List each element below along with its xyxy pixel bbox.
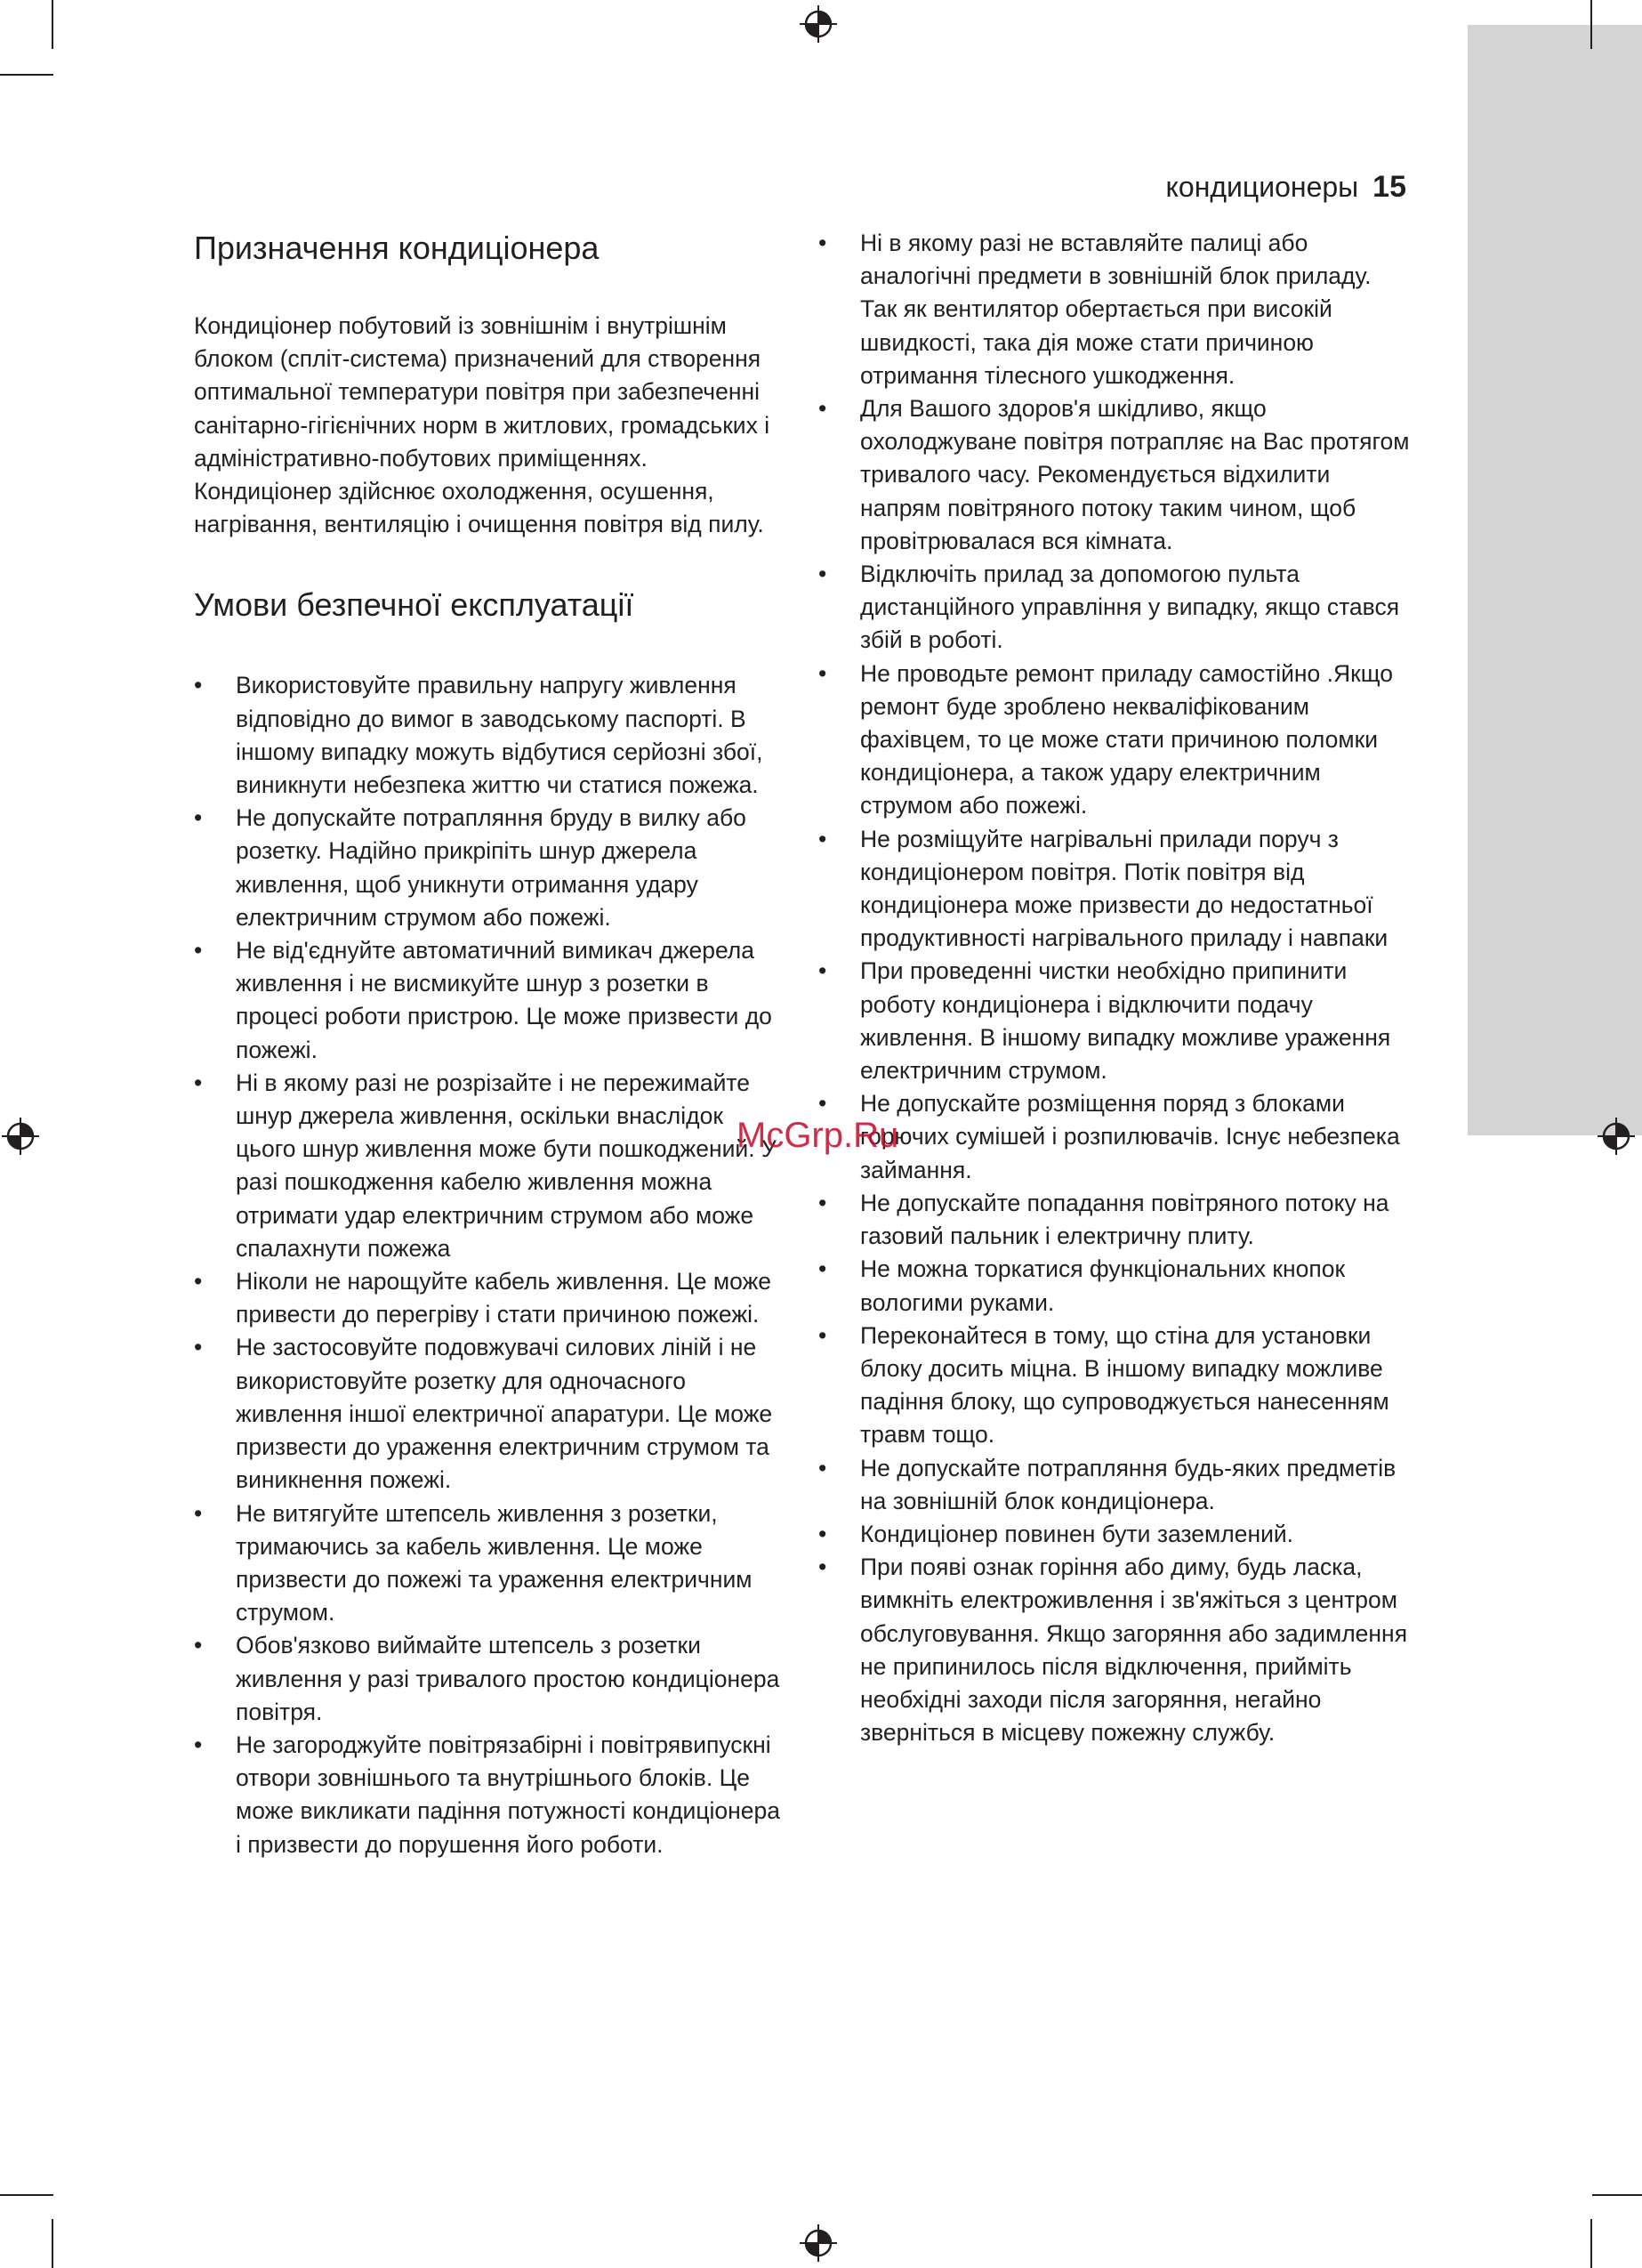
registration-mark-icon	[1598, 1118, 1635, 1155]
side-tab-bar	[1468, 25, 1642, 1135]
list-item: • При появі ознак горіння або диму, будь ласка, вимкніть електроживлення і зв'яжіться з центром обслуговування. Якщо загоряння або задимлення не припинилось після відключення, прийміть необхідні заходи після загоряння, негайно зверніться в місцеву пожежну службу.	[818, 1551, 1410, 1749]
crop-mark	[52, 0, 53, 49]
intro-paragraph: Кондиціонер побутовий із зовнішнім і внутрішнім блоком (спліт-система) призначений для створення оптимальної температури повітря при забезпеченні санітарно-гігієнічних норм в житлових, громадських і адміністративно-побутових приміщеннях. Кондиціонер здійснює охолодження, осушення, нагрівання, вентиляцію і очищення повітря від пилу.	[194, 312, 770, 538]
running-header	[1166, 169, 1406, 205]
list-item: • Ні в якому разі не розрізайте і не пережимайте шнур джерела живлення, оскільки внаслідок цього шнур живлення може бути пошкоджений. У разі пошкодження кабелю живлення можна отримати удар електричним струмом або може спалахнути пожежа	[194, 1067, 781, 1265]
crop-mark	[0, 74, 53, 76]
list-item: • Не допускайте потрапляння бруду в вилку або розетку. Надійно прикріпіть шнур джерела живлення, щоб уникнути отримання удару електричним струмом або пожежі.	[194, 802, 781, 934]
registration-mark-icon	[800, 2224, 837, 2262]
list-item: • Не можна торкатися функціональних кнопок вологими руками.	[818, 1253, 1410, 1319]
list-item: • Не розміщуйте нагрівальні прилади поруч з кондиціонером повітря. Потік повітря від кондиціонера може призвести до недостатньої продуктивності нагрівального приладу і навпаки	[818, 823, 1410, 956]
list-item: • Кондиціонер повинен бути заземлений.	[818, 1518, 1410, 1551]
list-item: • Не загороджуйте повітрязабірні і повітрявипускні отвори зовнішнього та внутрішнього блоків. Це може викликати падіння потужності кондиціонера і призвести до порушення його роботи.	[194, 1729, 781, 1861]
list-item: • Не допускайте потрапляння будь-яких предметів на зовнішній блок кондиціонера.	[818, 1452, 1410, 1518]
registration-mark-icon	[2, 1118, 39, 1155]
list-item: • Не від'єднуйте автоматичний вимикач джерела живлення і не висмикуйте шнур з розетки в процесі роботи пристрою. Це може призвести до пожежі.	[194, 934, 781, 1067]
list-item: • Не допускайте розміщення поряд з блоками горючих сумішей і розпилювачів. Існує небезпека займання.	[818, 1087, 1410, 1187]
list-item: • Використовуйте правильну напругу живлення відповідно до вимог в заводському паспорті. В іншому випадку можуть відбутися серйозні збої, виникнути небезпека життю чи статися пожежа.	[194, 669, 781, 802]
list-item: • Не застосовуйте подовжувачі силових ліній і не використовуйте розетку для одночасного живлення іншої електричної апаратури. Це може призвести до ураження електричним струмом та виникнення пожежі.	[194, 1331, 781, 1497]
crop-mark	[1590, 0, 1592, 49]
list-item: • Ні в якому разі не вставляйте палиці або аналогічні предмети в зовнішній блок приладу. Так як вентилятор обертається при високій швидкості, така дія може стати причиною отримання тілесного ушкодження.	[818, 227, 1410, 392]
registration-mark-icon	[800, 5, 837, 43]
page-number: 15	[1372, 170, 1406, 204]
left-column	[194, 227, 781, 1861]
safety-list-right	[818, 227, 1410, 1749]
list-item: • Обов'язково виймайте штепсель з розетки живлення у разі тривалого простою кондиціонера повітря.	[194, 1629, 781, 1729]
crop-mark	[52, 2219, 53, 2268]
list-item: • Не допускайте попадання повітряного потоку на газовий пальник і електричну плиту.	[818, 1187, 1410, 1253]
list-item: • Переконайтеся в тому, що стіна для установки блоку досить міцна. В іншому випадку можливе падіння блоку, що супроводжується нанесенням травм тощо.	[818, 1320, 1410, 1452]
list-item: • Не проводьте ремонт приладу самостійно .Якщо ремонт буде зроблено некваліфікованим фахівцем, то це може стати причиною поломки кондиціонера, а також удару електричним струмом або пожежі.	[818, 658, 1410, 823]
list-item: • Ніколи не нарощуйте кабель живлення. Це може привести до перегріву і стати причиною пожежі.	[194, 1265, 781, 1331]
right-column	[818, 227, 1410, 1749]
list-item: • Для Вашого здоров'я шкідливо, якщо охолоджуване повітря потрапляє на Вас протягом тривалого часу. Рекомендується відхилити напрям повітряного потоку таким чином, щоб провітрювалася вся кімната.	[818, 392, 1410, 558]
list-item: • Не витягуйте штепсель живлення з розетки, тримаючись за кабель живлення. Це може призвести до пожежі та ураження електричним струмом.	[194, 1497, 781, 1630]
watermark: McGrp.Ru	[736, 1116, 899, 1155]
safety-list-left	[194, 669, 781, 1860]
header-title: кондиционеры	[1165, 171, 1359, 203]
list-item: • При проведенні чистки необхідно припинити роботу кондиціонера і відключити подачу живлення. В іншому випадку можливе ураження електричним струмом.	[818, 955, 1410, 1087]
crop-mark	[1592, 2194, 1642, 2196]
section-heading-safety: Умови безпечної експлуатації	[194, 586, 634, 624]
list-item: • Відключіть прилад за допомогою пульта дистанційного управління у випадку, якщо стався збій в роботі.	[818, 558, 1410, 658]
crop-mark	[1590, 2219, 1592, 2268]
section-heading-purpose: Призначення кондиціонера	[194, 230, 600, 266]
crop-mark	[0, 2194, 53, 2196]
